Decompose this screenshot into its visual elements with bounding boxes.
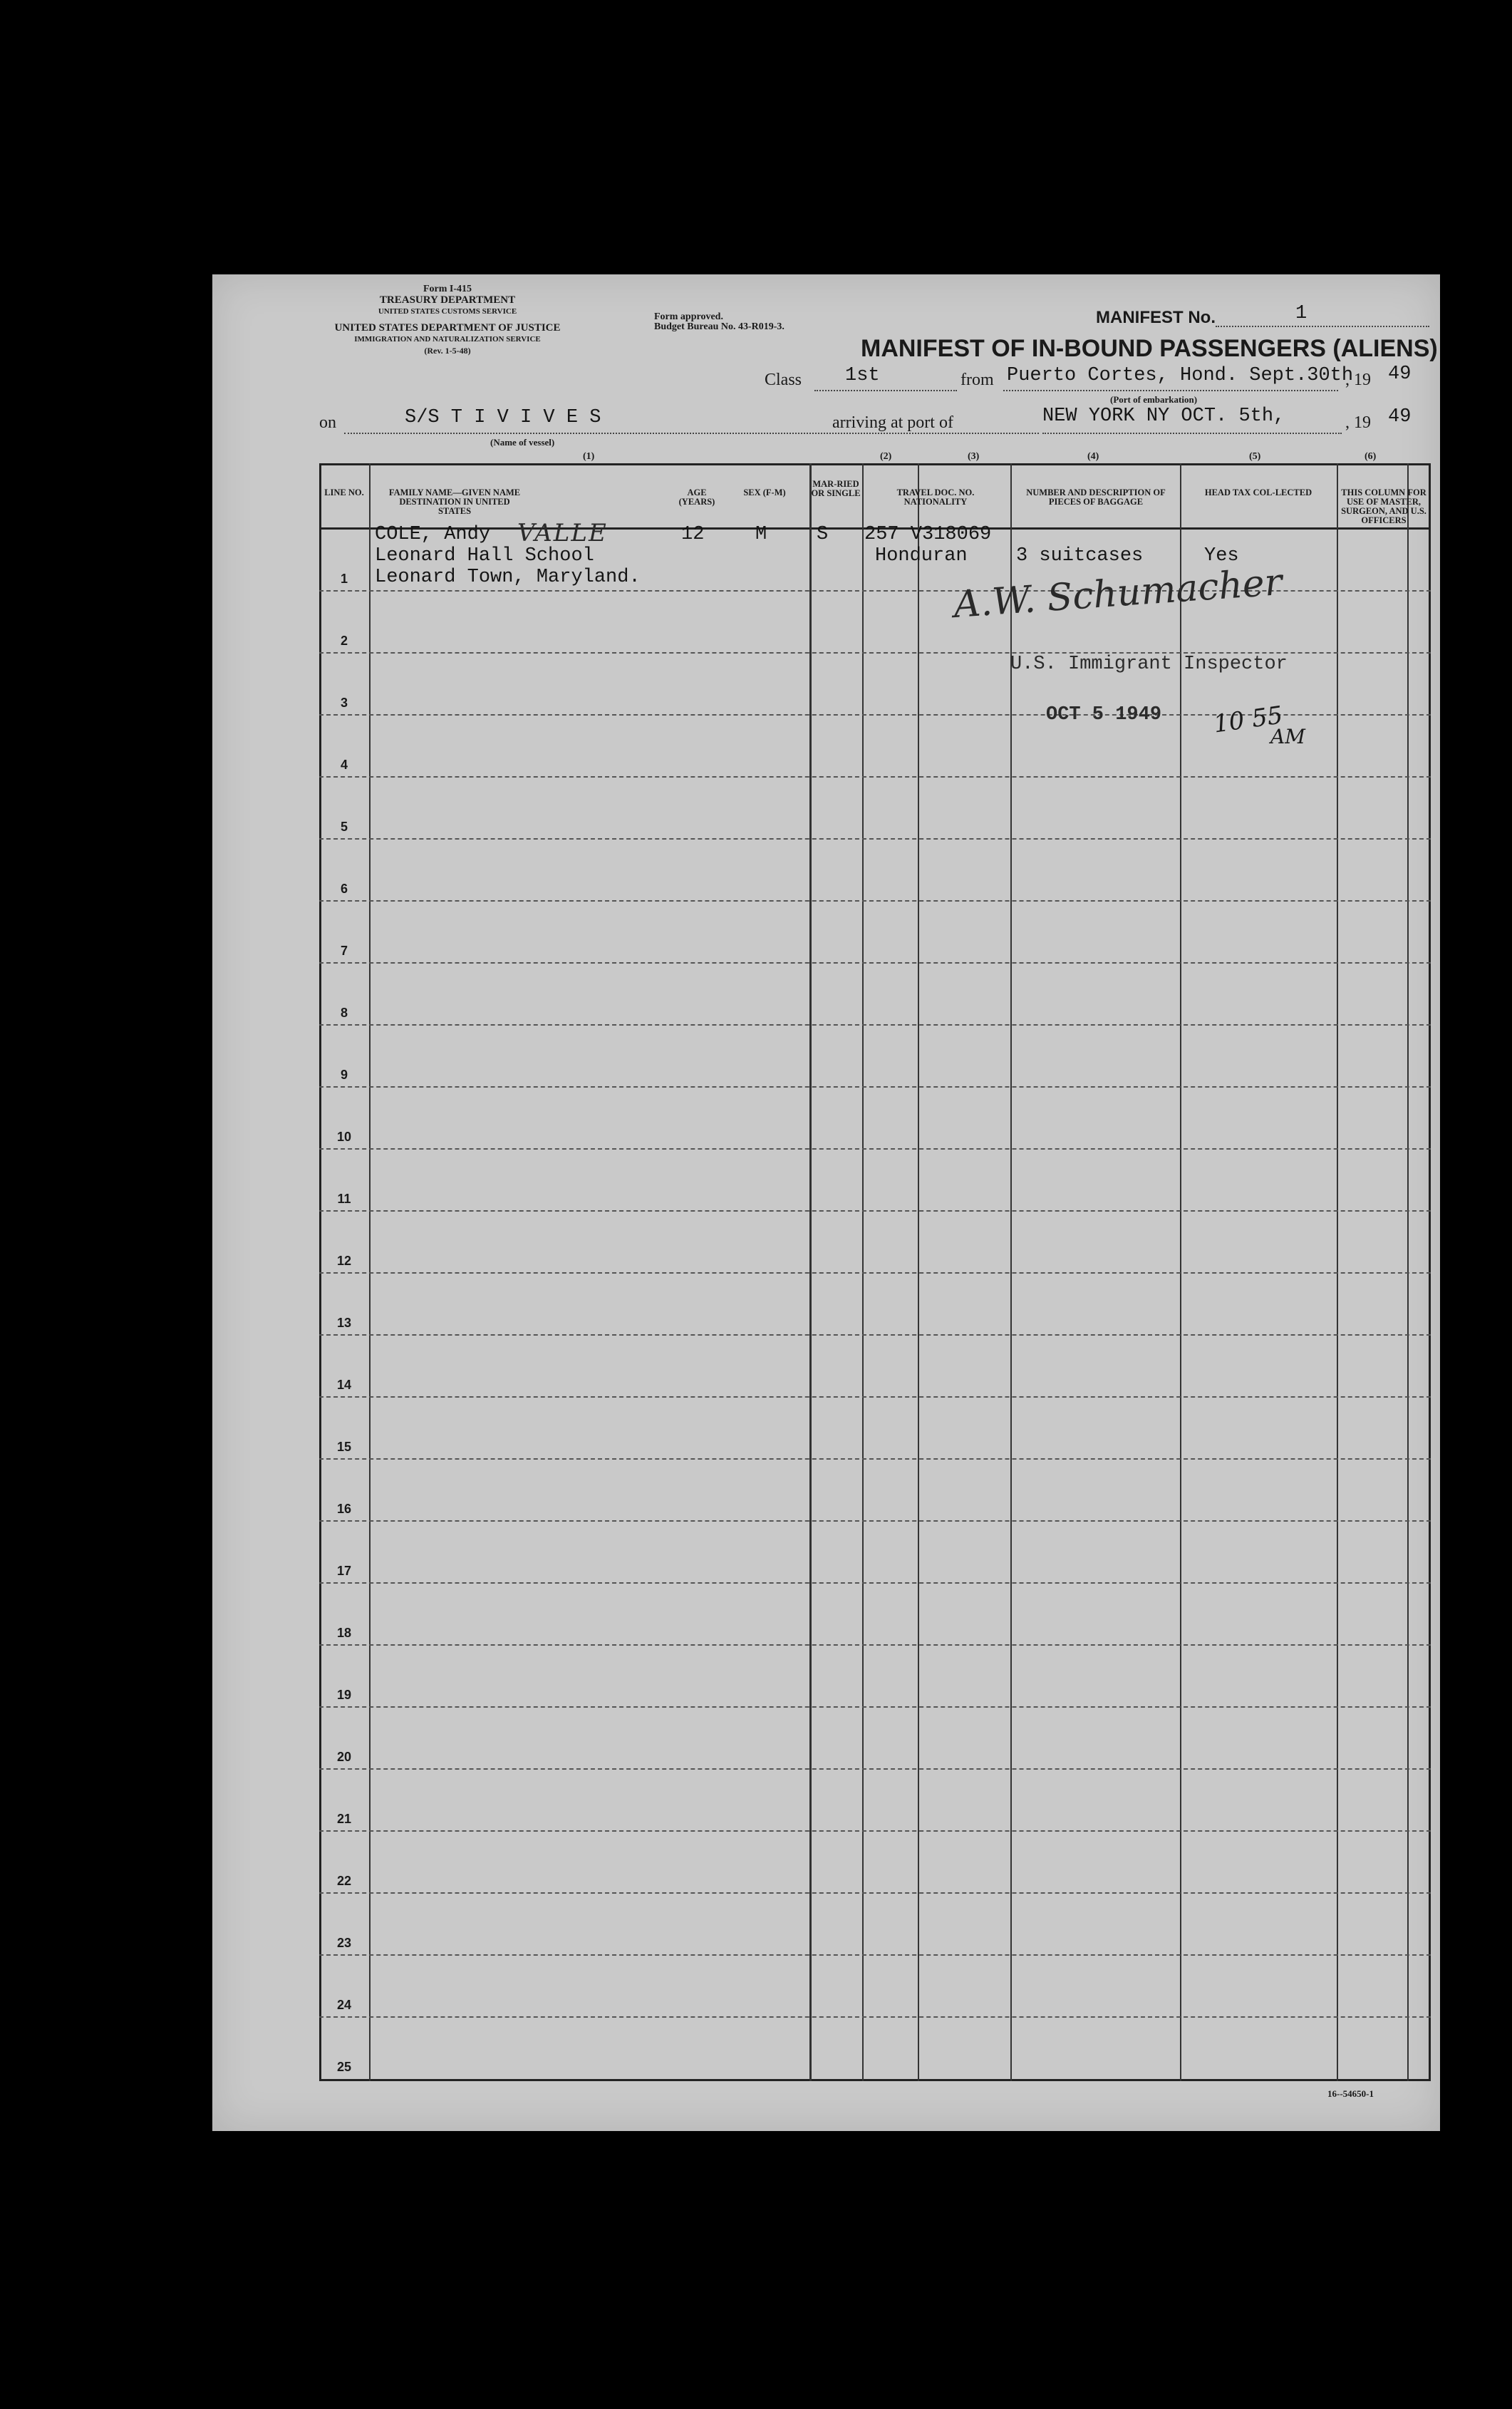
row-line-number: 8 [340,1006,348,1020]
table-row [319,1024,1431,1026]
on-label: on [319,413,336,432]
table-row [319,900,1431,902]
budget-bureau: Budget Bureau No. 43-R019-3. [654,321,785,332]
class-label: Class [765,371,802,389]
inspector-signature: A.W. Schumacher [952,560,1284,627]
inspection-time: 10 55 [1211,701,1285,739]
row-line-number: 14 [336,1378,352,1392]
form-number: Form I-415 [423,284,472,294]
table-row [319,1954,1431,1956]
col-header-name: FAMILY NAME—GIVEN NAME DESTINATION IN UNITED STATES [388,488,521,516]
agency-treasury: TREASURY DEPARTMENT [379,294,516,306]
row-line-number: 10 [336,1130,352,1144]
vessel-line [344,433,1039,434]
table-row [319,1644,1431,1646]
table-row [319,1334,1431,1336]
row-line-number: 7 [340,944,348,958]
handwritten-name: VALLE [517,519,608,547]
row-line-number: 5 [340,820,348,834]
table-row [319,1706,1431,1708]
row-line-number: 25 [336,2060,352,2074]
row-line-number: 9 [340,1068,348,1082]
form-revision: (Rev. 1-5-48) [424,346,471,356]
year2-value: 49 [1388,406,1412,428]
passenger-sex: M [755,524,767,545]
col-header-sex: SEX (F-M) [743,488,786,497]
passenger-name: COLE, Andy [375,524,491,545]
vessel-name-label: (Name of vessel) [490,437,555,448]
col-header-age: AGE (YEARS) [678,488,715,507]
row-line-number: 11 [337,1192,351,1206]
table-row [319,2016,1431,2018]
arriving-line [1042,433,1342,434]
row-line-number: 24 [336,1998,352,2012]
destination-line1: Leonard Hall School [375,545,594,567]
row-line-number: 3 [340,696,348,710]
agency-justice: UNITED STATES DEPARTMENT OF JUSTICE [334,322,561,334]
manifest-no-label: MANIFEST No. [1096,308,1216,327]
manifest-no-value: 1 [1295,303,1308,324]
col-num: (4) [1087,451,1099,462]
col-num: (6) [1365,451,1377,462]
port-embark-label: (Port of embarkation) [1110,394,1198,405]
form-approved: Form approved. [654,311,723,322]
col-header-line-no: LINE NO. [324,488,364,497]
class-value: 1st [845,365,880,386]
table-row [319,1148,1431,1150]
from-label: from [960,371,994,389]
table-row [319,776,1431,778]
page-title: MANIFEST OF IN-BOUND PASSENGERS (ALIENS) [861,335,1438,362]
row-line-number: 15 [336,1440,352,1454]
row-line-number: 21 [336,1812,352,1826]
baggage: 3 suitcases [1016,545,1144,567]
year2-prefix: , 19 [1345,413,1371,432]
col-num: (5) [1249,451,1261,462]
table-row [319,1582,1431,1584]
row-line-number: 17 [336,1564,352,1578]
table-row [319,1086,1431,1088]
row-line-number: 4 [340,758,348,772]
table-row [319,1768,1431,1770]
destination-line2: Leonard Town, Maryland. [375,567,641,588]
from-value: Puerto Cortes, Hond. Sept.30th [1007,365,1354,386]
row-line-number: 22 [336,1874,352,1888]
arriving-value: NEW YORK NY OCT. 5th, [1042,406,1285,427]
table-row [319,1396,1431,1398]
col-num: (3) [968,451,980,462]
row-line-number: 19 [336,1688,352,1702]
table-row [319,1272,1431,1274]
travel-doc-number: 257 V318069 [864,524,992,545]
row-line-number: 16 [336,1502,352,1516]
passenger-marital: S [817,524,829,545]
row-line-number: 20 [336,1750,352,1764]
col-header-married: MAR-RIED OR SINGLE [811,479,861,498]
agency-ins: IMMIGRATION AND NATURALIZATION SERVICE [354,335,541,344]
col-header-travel-doc: TRAVEL DOC. NO. NATIONALITY [896,488,975,507]
year1-prefix: , 19 [1345,371,1371,389]
table-row [319,1210,1431,1212]
col-header-head-tax: HEAD TAX COL-LECTED [1204,488,1312,497]
row-line-number: 13 [336,1316,352,1330]
table-row [319,1830,1431,1832]
table-row [319,962,1431,964]
row-line-number: 2 [340,634,348,648]
class-line [814,390,957,391]
arriving-label: arriving at port of [832,413,953,432]
row-line-number: 23 [336,1936,352,1950]
col-num: (1) [583,451,595,462]
manifest-no-line [1216,326,1429,327]
col-num: (2) [880,451,892,462]
head-tax: Yes [1204,545,1239,567]
row-line-number: 18 [336,1626,352,1640]
vessel-value: S/S T I V I V E S [405,407,601,428]
agency-customs: UNITED STATES CUSTOMS SERVICE [378,307,517,316]
inspector-title: U.S. Immigrant Inspector [1010,654,1288,675]
inspection-date: OCT 5 1949 [1046,704,1162,726]
row-line-number: 6 [340,882,348,896]
col-header-baggage: NUMBER AND DESCRIPTION OF PIECES OF BAGGAGE [1026,488,1166,507]
row-line-number: 12 [336,1254,352,1268]
passenger-age: 12 [681,524,705,545]
table-row [319,1458,1431,1460]
nationality: Honduran [875,545,968,567]
manifest-page [212,274,1440,2131]
table-row [319,838,1431,840]
inspection-ampm: AM [1270,725,1305,748]
table-row [319,1520,1431,1522]
year1-value: 49 [1388,363,1412,385]
form-footer-code: 16--54650-1 [1327,2088,1374,2099]
from-line [1003,390,1338,391]
row-line-number: 1 [340,572,348,586]
table-row [319,1892,1431,1894]
col-header-officers: THIS COLUMN FOR USE OF MASTER, SURGEON, AND U.S. OFFICERS [1341,488,1426,525]
